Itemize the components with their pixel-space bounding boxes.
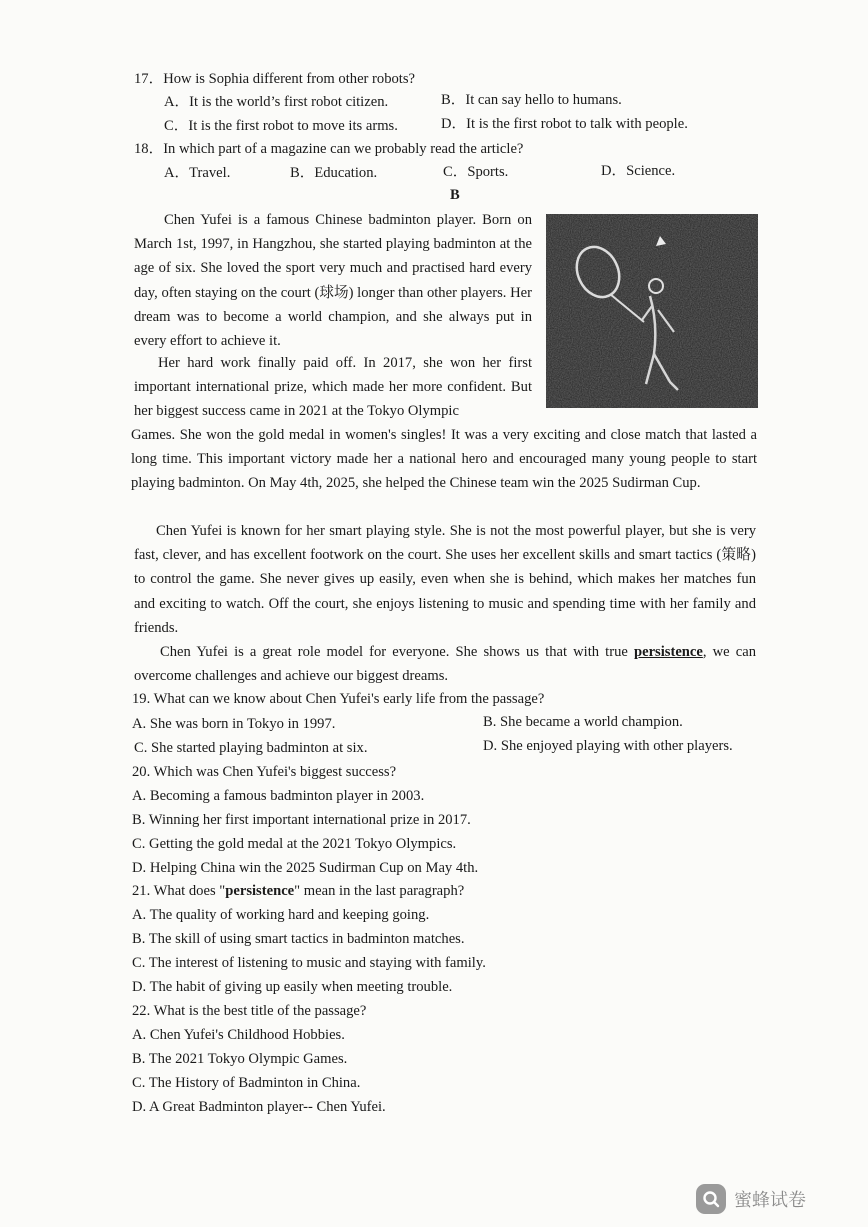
q17-option-c: C．It is the first robot to move its arms. [164,118,398,134]
q21-option-c: C. The interest of listening to music and staying with family. [132,955,486,971]
q19-stem: 19. What can we know about Chen Yufei's early life from the passage? [132,691,545,707]
q17-stem: 17．How is Sophia different from other robots? [134,71,416,87]
q20-option-d: D. Helping China win the 2025 Sudirman Cup on May 4th. [132,860,479,876]
magnifier-glyph [701,1189,721,1209]
q22-option-d: D. A Great Badminton player-- Chen Yufei. [132,1099,386,1115]
q21-stem [132,882,464,900]
q17-option-d: D．It is the first robot to talk with people. [441,116,688,132]
q18-option-c: C．Sports. [443,164,509,180]
watermark [696,1182,816,1216]
passage-paragraph-3: Chen Yufei is known for her smart playing style. She is not the most powerful player, but she is very fast, clever, and has excellent footwork on the court. She uses her excellent skills and smart tactics (策略) to control the game. She never gives up easily, even when she is behind, which makes her matches fun and exciting to watch. Off the court, she enjoys listening to music and spending time with her family and friends. [134,523,756,636]
q21-option-a: A. The quality of working hard and keeping going. [132,907,430,923]
q20-option-c: C. Getting the gold medal at the 2021 Tokyo Olympics. [132,836,457,852]
q21-option-d: D. The habit of giving up easily when meeting trouble. [132,979,453,995]
q19-option-b: B. She became a world champion. [483,714,683,730]
q21-stem-before: 21. What does " [132,883,226,899]
section-label: B [450,187,460,203]
q18-option-b: B．Education. [290,165,378,181]
q19-option-d: D. She enjoyed playing with other players. [483,738,733,754]
q21-stem-after: " mean in the last paragraph? [294,883,465,899]
paragraph-4-text-after: , we can overcome challenges and achieve our biggest dreams. [134,644,756,685]
q22-option-b: B. The 2021 Tokyo Olympic Games. [132,1051,348,1067]
q20-option-b: B. Winning her first important international prize in 2017. [132,812,471,828]
keyword-persistence: persistence [633,644,703,660]
q22-option-c: C. The History of Badminton in China. [132,1075,361,1091]
paragraph-4-text-before: Chen Yufei is a great role model for everyone. She shows us that with true [160,644,634,660]
q17-option-a: A．It is the world’s first robot citizen. [164,94,389,110]
q18-option-d: D．Science. [601,163,676,179]
passage-paragraph-1: Chen Yufei is a famous Chinese badminton player. Born on March 1st, 1997, in Hangzhou, she started playing badminton at the age of six. She loved the sport very much and practised hard every day, often staying on the court (球场) longer than other players. Her dream was to become a world champion, and she always put in every effort to achieve it. [134,212,532,350]
badminton-player-illustration [546,214,758,408]
q19-option-c: C. She started playing badminton at six. [134,740,368,756]
watermark-text: 蜜蜂试卷 [734,1190,806,1211]
q18-stem: 18．In which part of a magazine can we probably read the article? [134,141,524,157]
passage-paragraph-2-end: Games. She won the gold medal in women's singles! It was a very exciting and close match that lasted a long time. This important victory made her a national hero and encouraged many young people to start playing badminton. On May 4th, 2025, she helped the Chinese team win the 2025 Sudirman Cup. [131,427,757,492]
magnifier-logo-icon [696,1184,726,1214]
q20-stem: 20. Which was Chen Yufei's biggest success? [132,764,397,780]
q22-stem: 22. What is the best title of the passage? [132,1003,367,1019]
badminton-player-photo [546,214,758,408]
q20-option-a: A. Becoming a famous badminton player in 2003. [132,788,425,804]
q21-option-b: B. The skill of using smart tactics in badminton matches. [132,931,465,947]
q17-option-b: B．It can say hello to humans. [441,92,622,108]
q19-option-a: A. She was born in Tokyo in 1997. [132,716,336,732]
passage-paragraph-4 [134,640,756,688]
q18-option-a: A．Travel. [164,165,231,181]
passage-paragraph-2-start: Her hard work finally paid off. In 2017, she won her first important international prize, which made her more confident. But her biggest success came in 2021 at the Tokyo Olympic [134,355,532,420]
q21-keyword: persistence [225,883,295,899]
q22-option-a: A. Chen Yufei's Childhood Hobbies. [132,1027,345,1043]
